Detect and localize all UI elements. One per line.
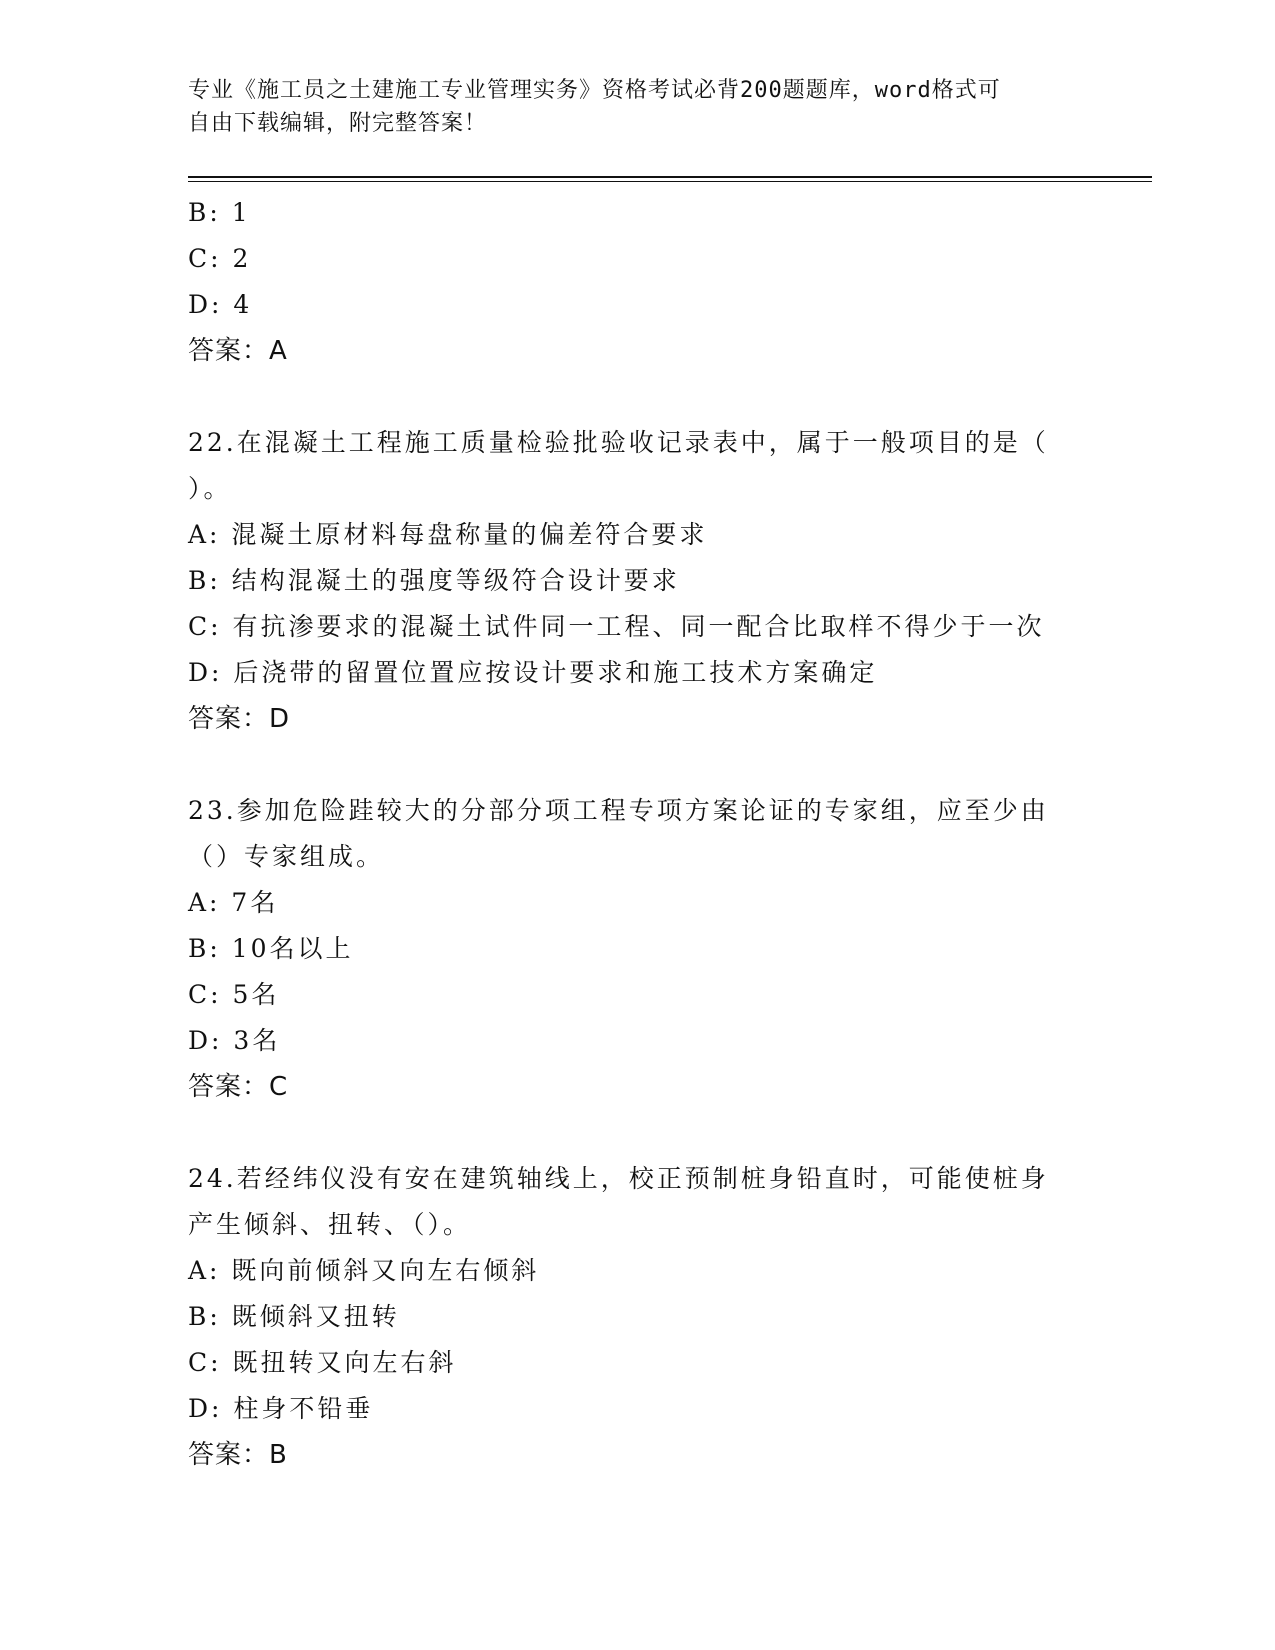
answer-line: 答案：D xyxy=(188,704,291,734)
header-line-1: 专业《施工员之土建施工专业管理实务》资格考试必背200题题库，word格式可 xyxy=(188,78,1001,103)
option-b: B: 结构混凝土的强度等级符合设计要求 xyxy=(188,566,680,595)
spacer xyxy=(188,374,1088,420)
question-stem-line-1: 23.参加危险跬较大的分部分项工程专项方案论证的专家组，应至少由 xyxy=(188,796,1049,825)
option-d: D: 柱身不铅垂 xyxy=(188,1394,374,1423)
question-list xyxy=(188,190,1088,1478)
option-b: B: 1 xyxy=(188,198,251,227)
option-d: D: 4 xyxy=(188,290,253,319)
question-stem-line-1: 22.在混凝土工程施工质量检验批验收记录表中，属于一般项目的是（ xyxy=(188,428,1049,457)
option-b: B: 10名以上 xyxy=(188,934,354,963)
question-24 xyxy=(188,1156,1088,1478)
question-22 xyxy=(188,420,1088,742)
question-stem-line-2: ）。 xyxy=(188,474,232,503)
answer-line: 答案：B xyxy=(188,1440,288,1470)
answer-line: 答案：C xyxy=(188,1072,289,1102)
question-stem-line-2: 产生倾斜、扭转、（）。 xyxy=(188,1210,472,1239)
question-23 xyxy=(188,788,1088,1110)
option-c: C: 有抗渗要求的混凝土试件同一工程、同一配合比取样不得少于一次 xyxy=(188,612,1045,641)
header-divider-thin xyxy=(188,181,1152,182)
option-d: D: 3名 xyxy=(188,1026,281,1055)
answer-line: 答案：A xyxy=(188,336,288,366)
header-divider-thick xyxy=(188,176,1152,178)
option-c: C: 5名 xyxy=(188,980,280,1009)
question-21-continued xyxy=(188,190,1088,374)
question-stem-line-1: 24.若经纬仪没有安在建筑轴线上，校正预制桩身铅直时，可能使桩身 xyxy=(188,1164,1049,1193)
header-line-2: 自由下载编辑，附完整答案！ xyxy=(188,111,488,136)
question-stem-line-2: （）专家组成。 xyxy=(188,842,385,871)
option-a: A: 7名 xyxy=(188,888,279,917)
spacer xyxy=(188,1110,1088,1156)
spacer xyxy=(188,742,1088,788)
option-b: B: 既倾斜又扭转 xyxy=(188,1302,400,1331)
option-a: A: 混凝土原材料每盘称量的偏差符合要求 xyxy=(188,520,708,549)
option-d: D: 后浇带的留置位置应按设计要求和施工技术方案确定 xyxy=(188,658,878,687)
document-header xyxy=(188,74,1068,140)
option-c: C: 2 xyxy=(188,244,252,273)
option-a: A: 既向前倾斜又向左右倾斜 xyxy=(188,1256,540,1285)
option-c: C: 既扭转又向左右斜 xyxy=(188,1348,457,1377)
